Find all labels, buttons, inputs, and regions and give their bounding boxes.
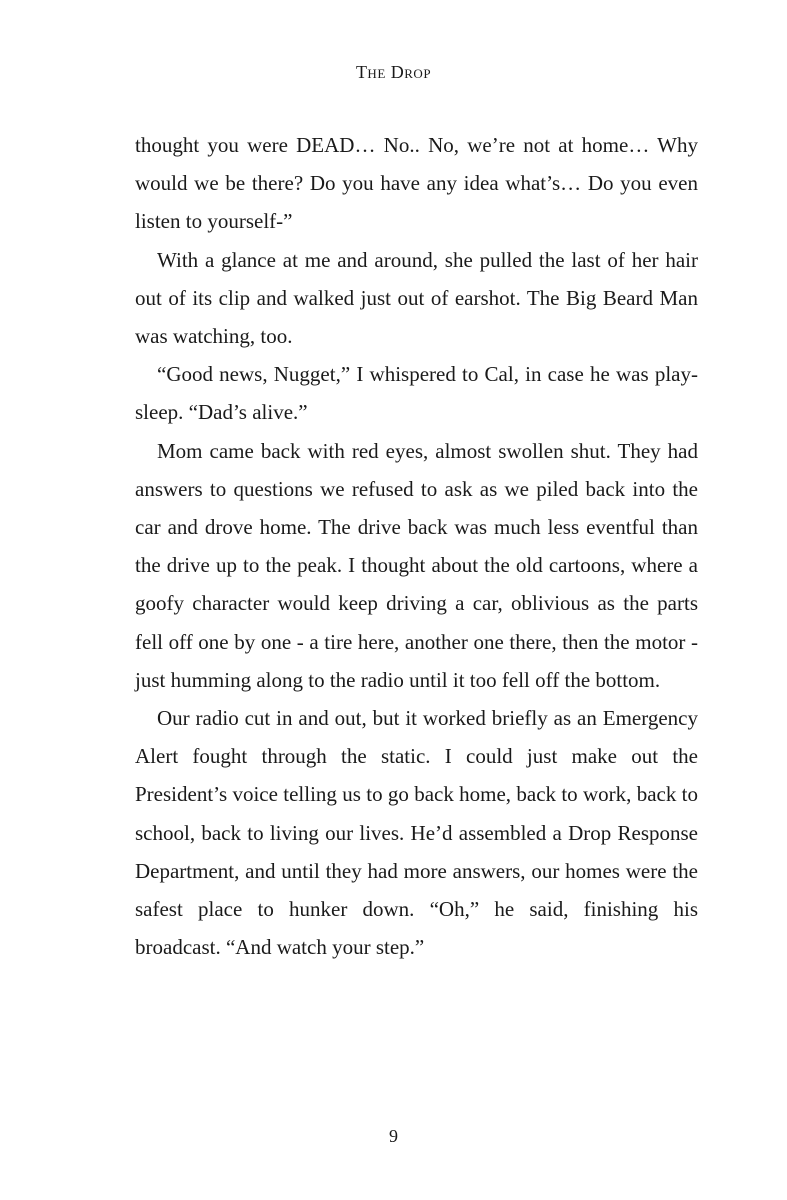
paragraph: With a glance at me and around, she pulled the last of her hair out of its clip and walked just out of earshot. The Big Beard Man was watching, too. bbox=[135, 247, 698, 349]
paragraph: Our radio cut in and out, but it worked briefly as an Emergency Alert fought through the static. I could just make out the President’s voice telling us to go back home, back to work, back to school, back to living our lives. He’d assembled a Drop Response Department, and until they had more answers, our homes were the safest place to hunker down. “Oh,” he said, finishing his broadcast. “And watch your step.” bbox=[135, 706, 698, 960]
page-number: 9 bbox=[389, 1126, 398, 1146]
paragraph-continued: thought you were DEAD… No.. No, we’re not at home… Why would we be there? Do you have any idea what’s… Do you even listen to yourself-” bbox=[135, 133, 698, 234]
paragraph: “Good news, Nugget,” I whispered to Cal, in case he was play-sleep. “Dad’s alive.” bbox=[135, 362, 698, 425]
running-head: The Drop bbox=[355, 62, 432, 82]
body-text bbox=[135, 126, 698, 966]
paragraph: Mom came back with red eyes, almost swollen shut. They had answers to questions we refused to ask as we piled back into the car and drove home. The drive back was much less eventful than the drive up to the peak. I thought about the old cartoons, where a goofy character would keep driving a car, oblivious as the parts fell off one by one - a tire here, another one there, then the motor - just humming along to the radio until it too fell off the bottom. bbox=[135, 438, 698, 692]
